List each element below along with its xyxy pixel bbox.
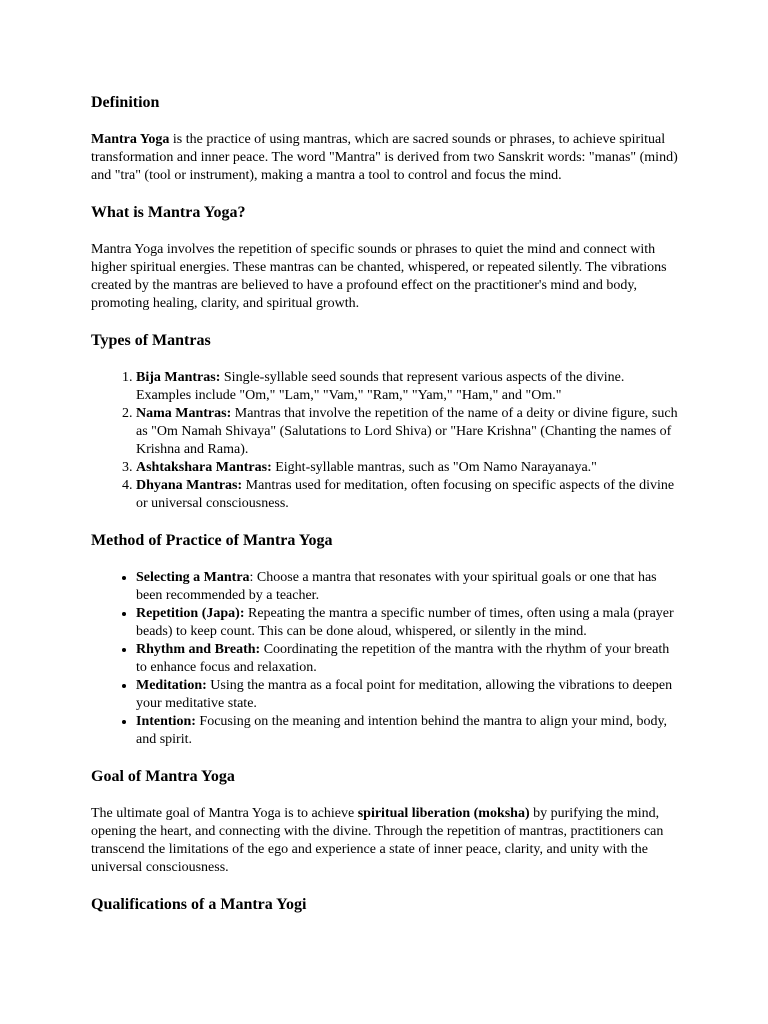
list-item-text: Coordinating the repetition of the mantra with the rhythm of your breath to enhance focus and relaxation. [136,642,670,675]
section-heading: Method of Practice of Mantra Yoga [91,532,333,549]
list-item [136,405,681,459]
section-goal [91,767,681,877]
list-item-text: Mantras used for meditation, often focusing on specific aspects of the divine or universal consciousness. [136,478,675,511]
bold-term: Mantra Yoga [91,132,170,147]
list-item-text: Mantras that involve the repetition of the name of a deity or divine figure, such as "Om Namah Shivaya" (Salutations to Lord Shiva) or "Hare Krishna" (Chanting the names of Krishna and Rama). [136,406,678,457]
bold-term: Bija Mantras: [136,370,221,385]
section-heading: Types of Mantras [91,332,211,349]
types-list [91,369,681,513]
paragraph [91,805,681,877]
list-item [136,641,681,677]
bold-term: Repetition (Japa): [136,606,245,621]
section-heading: Goal of Mantra Yoga [91,768,235,785]
paragraph: Mantra Yoga involves the repetition of specific sounds or phrases to quiet the mind and connect with higher spiritual energies. These mantras can be chanted, whispered, or repeated silently. The vibrations created by the mantras are believed to have a profound effect on the practitioner's mind and body, promoting healing, clarity, and spiritual growth. [91,242,667,311]
list-item-text: Focusing on the meaning and intention behind the mantra to align your mind, body, and spirit. [136,714,668,747]
section-heading: What is Mantra Yoga? [91,204,246,221]
list-item [136,677,681,713]
section-definition [91,93,681,185]
paragraph-text: by purifying the mind, opening the heart, and connecting with the divine. Through the repetition of mantras, practitioners can transcend the limitations of the ego and experience a state of inner peace, clarity, and unity with the universal consciousness. [91,806,664,875]
section-heading: Definition [91,94,160,111]
section-heading: Qualifications of a Mantra Yogi [91,896,307,913]
list-item-text: Using the mantra as a focal point for meditation, allowing the vibrations to deepen your meditative state. [136,678,673,711]
bold-term: Meditation: [136,678,207,693]
list-item [136,569,681,605]
section-qualifications [91,895,681,915]
bold-term: Selecting a Mantra [136,570,250,585]
list-item [136,459,681,477]
bold-term: Dhyana Mantras: [136,478,243,493]
method-list [91,569,681,749]
list-item-text: Eight-syllable mantras, such as "Om Namo Narayanaya." [271,460,597,475]
section-method [91,531,681,749]
paragraph-text: is the practice of using mantras, which are sacred sounds or phrases, to achieve spiritual transformation and inner peace. The word "Mantra" is derived from two Sanskrit words: "manas" (mind) and "tra" (tool or instrument), making a mantra a tool to control and focus the mind. [91,132,678,183]
bold-term: Rhythm and Breath: [136,642,261,657]
list-item [136,713,681,749]
paragraph-text: The ultimate goal of Mantra Yoga is to achieve [91,806,358,821]
list-item-text: Single-syllable seed sounds that represent various aspects of the divine. Examples include "Om," "Lam," "Vam," "Ram," "Yam," "Ham," and "Om." [136,370,625,403]
list-item-text: Repeating the mantra a specific number of times, often using a mala (prayer beads) to keep count. This can be done aloud, whispered, or silently in the mind. [136,606,674,639]
paragraph [91,131,681,185]
document-content [91,93,681,915]
bold-term: Nama Mantras: [136,406,232,421]
bold-term: spiritual liberation (moksha) [357,806,530,821]
bold-term: Intention: [136,714,196,729]
section-what-is [91,203,681,313]
list-item [136,477,681,513]
list-item-text: : Choose a mantra that resonates with your spiritual goals or one that has been recommended by a teacher. [136,570,657,603]
list-item [136,369,681,405]
bold-term: Ashtakshara Mantras: [136,460,272,475]
list-item [136,605,681,641]
section-types [91,331,681,513]
